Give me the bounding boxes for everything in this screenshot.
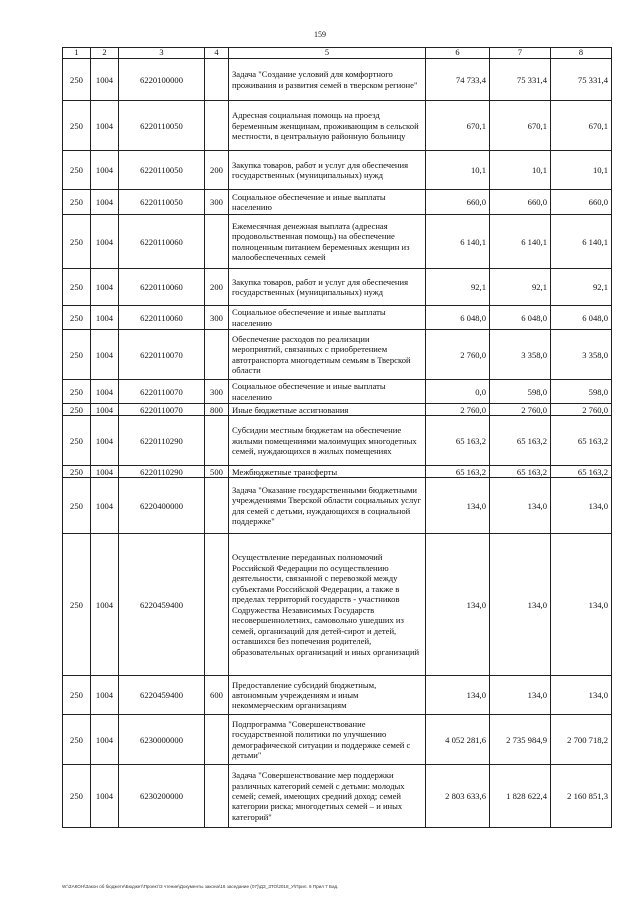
expense-type-cell: [205, 534, 229, 676]
admin-code-cell: 250: [63, 269, 91, 306]
target-article-cell: 6220110050: [119, 190, 205, 215]
admin-code-cell: 250: [63, 306, 91, 330]
expense-type-cell: [205, 59, 229, 101]
amount-col6-cell: 10,1: [426, 151, 490, 190]
amount-col8-cell: 660,0: [551, 190, 612, 215]
description-cell: Иные бюджетные ассигнования: [229, 404, 426, 416]
amount-col8-cell: 6 048,0: [551, 306, 612, 330]
description-cell: Предоставление субсидий бюджетным, автономным учреждениям и иным некоммерческим организациям: [229, 676, 426, 715]
column-header: 5: [229, 48, 426, 59]
admin-code-cell: 250: [63, 330, 91, 380]
column-header: 6: [426, 48, 490, 59]
section-code-cell: 1004: [91, 101, 119, 151]
table-row: [63, 534, 612, 676]
table-row: [63, 101, 612, 151]
amount-col7-cell: 3 358,0: [490, 330, 551, 380]
table-row: [63, 466, 612, 478]
expense-type-cell: 500: [205, 466, 229, 478]
amount-col6-cell: 4 052 281,6: [426, 715, 490, 765]
column-header: 4: [205, 48, 229, 59]
description-cell: Задача "Создание условий для комфортного проживания и развития семей в тверском регионе": [229, 59, 426, 101]
amount-col8-cell: 75 331,4: [551, 59, 612, 101]
description-cell: Социальное обеспечение и иные выплаты населению: [229, 190, 426, 215]
table-row: [63, 306, 612, 330]
amount-col8-cell: 670,1: [551, 101, 612, 151]
amount-col7-cell: 75 331,4: [490, 59, 551, 101]
amount-col6-cell: 6 048,0: [426, 306, 490, 330]
description-cell: Закупка товаров, работ и услуг для обеспечения государственных (муниципальных) нужд: [229, 269, 426, 306]
description-cell: Ежемесячная денежная выплата (адресная продовольственная помощь) на обеспечение полноценным питанием беременных женщин из малообеспеченных семей: [229, 215, 426, 269]
description-cell: Задача "Оказание государственными бюджетными учреждениями Тверской области социальных услуг для семей с детьми, нуждающихся в социальной поддержке": [229, 478, 426, 534]
table-row: [63, 215, 612, 269]
amount-col7-cell: 134,0: [490, 534, 551, 676]
table-row: [63, 151, 612, 190]
expense-type-cell: 200: [205, 269, 229, 306]
target-article-cell: 6220110050: [119, 151, 205, 190]
target-article-cell: 6220110290: [119, 416, 205, 466]
description-cell: Осуществление переданных полномочий Российской Федерации по осуществлению деятельности, связанной с перевозкой между субъектами Российской Федерации, а также в пределах территорий государств - участников Содружества Независимых Государств несовершеннолетних, самовольно ушедших из семей, организаций для детей-сирот и детей, оставшихся без попечения родителей, образовательных организаций и иных организаций: [229, 534, 426, 676]
target-article-cell: 6230200000: [119, 765, 205, 828]
section-code-cell: 1004: [91, 269, 119, 306]
amount-col7-cell: 10,1: [490, 151, 551, 190]
section-code-cell: 1004: [91, 765, 119, 828]
column-header: 8: [551, 48, 612, 59]
amount-col7-cell: 134,0: [490, 676, 551, 715]
amount-col8-cell: 65 163,2: [551, 416, 612, 466]
amount-col6-cell: 2 760,0: [426, 330, 490, 380]
expense-type-cell: [205, 478, 229, 534]
admin-code-cell: 250: [63, 416, 91, 466]
expense-type-cell: [205, 215, 229, 269]
target-article-cell: 6220110060: [119, 215, 205, 269]
amount-col8-cell: 3 358,0: [551, 330, 612, 380]
section-code-cell: 1004: [91, 151, 119, 190]
table-row: [63, 330, 612, 380]
amount-col6-cell: 6 140,1: [426, 215, 490, 269]
description-cell: Социальное обеспечение и иные выплаты населению: [229, 306, 426, 330]
admin-code-cell: 250: [63, 404, 91, 416]
target-article-cell: 6220110070: [119, 380, 205, 404]
amount-col6-cell: 65 163,2: [426, 416, 490, 466]
expense-type-cell: [205, 330, 229, 380]
target-article-cell: 6220400000: [119, 478, 205, 534]
section-code-cell: 1004: [91, 190, 119, 215]
amount-col7-cell: 598,0: [490, 380, 551, 404]
section-code-cell: 1004: [91, 676, 119, 715]
description-cell: Задача "Совершенствование мер поддержки различных категорий семей с детьми: молодых семей; семей, имеющих средний доход; семей категории риска; многодетных семей – и иных категорий": [229, 765, 426, 828]
expense-type-cell: 300: [205, 190, 229, 215]
footer-file-path: W:\ЗАКОН\Закон об бюджете\Бюджет\Проект\3 чтение\Документы закона\16 заседание (07)\ДЗ_ЗТО\2018_У\Прил. 6 Прил 7 Бад.: [62, 884, 339, 889]
target-article-cell: 6220459400: [119, 676, 205, 715]
section-code-cell: 1004: [91, 466, 119, 478]
amount-col7-cell: 6 048,0: [490, 306, 551, 330]
column-header: 3: [119, 48, 205, 59]
description-cell: Закупка товаров, работ и услуг для обеспечения государственных (муниципальных) нужд: [229, 151, 426, 190]
description-cell: Подпрограмма "Совершенствование государственной политики по улучшению демографической ситуации и поддержке семей с детьми": [229, 715, 426, 765]
expense-type-cell: 300: [205, 306, 229, 330]
admin-code-cell: 250: [63, 715, 91, 765]
amount-col8-cell: 6 140,1: [551, 215, 612, 269]
admin-code-cell: 250: [63, 215, 91, 269]
table-row: [63, 190, 612, 215]
admin-code-cell: 250: [63, 190, 91, 215]
amount-col8-cell: 2 700 718,2: [551, 715, 612, 765]
amount-col6-cell: 0,0: [426, 380, 490, 404]
amount-col6-cell: 134,0: [426, 676, 490, 715]
expense-type-cell: [205, 765, 229, 828]
admin-code-cell: 250: [63, 466, 91, 478]
budget-table: [62, 47, 612, 828]
expense-type-cell: [205, 101, 229, 151]
column-header: 7: [490, 48, 551, 59]
section-code-cell: 1004: [91, 306, 119, 330]
amount-col7-cell: 134,0: [490, 478, 551, 534]
table-row: [63, 416, 612, 466]
description-cell: Адресная социальная помощь на проезд беременным женщинам, проживающим в сельской местности, в центральную районную больницу: [229, 101, 426, 151]
amount-col8-cell: 134,0: [551, 478, 612, 534]
amount-col6-cell: 65 163,2: [426, 466, 490, 478]
amount-col7-cell: 65 163,2: [490, 416, 551, 466]
amount-col8-cell: 10,1: [551, 151, 612, 190]
amount-col7-cell: 670,1: [490, 101, 551, 151]
section-code-cell: 1004: [91, 380, 119, 404]
section-code-cell: 1004: [91, 330, 119, 380]
table-row: [63, 676, 612, 715]
amount-col8-cell: 2 760,0: [551, 404, 612, 416]
section-code-cell: 1004: [91, 416, 119, 466]
column-header-row: [63, 48, 612, 59]
admin-code-cell: 250: [63, 765, 91, 828]
amount-col6-cell: 2 760,0: [426, 404, 490, 416]
expense-type-cell: 800: [205, 404, 229, 416]
section-code-cell: 1004: [91, 404, 119, 416]
target-article-cell: 6230000000: [119, 715, 205, 765]
amount-col8-cell: 134,0: [551, 676, 612, 715]
description-cell: Межбюджетные трансферты: [229, 466, 426, 478]
target-article-cell: 6220110070: [119, 330, 205, 380]
admin-code-cell: 250: [63, 151, 91, 190]
amount-col6-cell: 660,0: [426, 190, 490, 215]
target-article-cell: 6220110290: [119, 466, 205, 478]
section-code-cell: 1004: [91, 715, 119, 765]
amount-col6-cell: 134,0: [426, 534, 490, 676]
admin-code-cell: 250: [63, 101, 91, 151]
page-number: 159: [314, 30, 326, 39]
amount-col6-cell: 92,1: [426, 269, 490, 306]
admin-code-cell: 250: [63, 534, 91, 676]
admin-code-cell: 250: [63, 380, 91, 404]
admin-code-cell: 250: [63, 59, 91, 101]
expense-type-cell: [205, 416, 229, 466]
amount-col7-cell: 65 163,2: [490, 466, 551, 478]
expense-type-cell: 600: [205, 676, 229, 715]
section-code-cell: 1004: [91, 534, 119, 676]
table-row: [63, 404, 612, 416]
table-row: [63, 59, 612, 101]
expense-type-cell: 300: [205, 380, 229, 404]
target-article-cell: 6220100000: [119, 59, 205, 101]
amount-col7-cell: 92,1: [490, 269, 551, 306]
expense-type-cell: [205, 715, 229, 765]
table-row: [63, 715, 612, 765]
amount-col8-cell: 65 163,2: [551, 466, 612, 478]
column-header: 1: [63, 48, 91, 59]
amount-col6-cell: 2 803 633,6: [426, 765, 490, 828]
amount-col6-cell: 74 733,4: [426, 59, 490, 101]
amount-col7-cell: 2 735 984,9: [490, 715, 551, 765]
target-article-cell: 6220110050: [119, 101, 205, 151]
amount-col7-cell: 6 140,1: [490, 215, 551, 269]
table-row: [63, 478, 612, 534]
admin-code-cell: 250: [63, 478, 91, 534]
target-article-cell: 6220110060: [119, 306, 205, 330]
amount-col7-cell: 1 828 622,4: [490, 765, 551, 828]
description-cell: Обеспечение расходов по реализации мероприятий, связанных с приобретением автотранспорта многодетным семьям в Тверской области: [229, 330, 426, 380]
amount-col8-cell: 134,0: [551, 534, 612, 676]
amount-col8-cell: 2 160 851,3: [551, 765, 612, 828]
amount-col7-cell: 660,0: [490, 190, 551, 215]
expense-type-cell: 200: [205, 151, 229, 190]
table-row: [63, 380, 612, 404]
table-row: [63, 765, 612, 828]
description-cell: Социальное обеспечение и иные выплаты населению: [229, 380, 426, 404]
amount-col8-cell: 92,1: [551, 269, 612, 306]
description-cell: Субсидии местным бюджетам на обеспечение жилыми помещениями малоимущих многодетных семей, нуждающихся в жилых помещениях: [229, 416, 426, 466]
amount-col6-cell: 670,1: [426, 101, 490, 151]
section-code-cell: 1004: [91, 478, 119, 534]
table-row: [63, 269, 612, 306]
target-article-cell: 6220110070: [119, 404, 205, 416]
column-header: 2: [91, 48, 119, 59]
target-article-cell: 6220459400: [119, 534, 205, 676]
target-article-cell: 6220110060: [119, 269, 205, 306]
admin-code-cell: 250: [63, 676, 91, 715]
amount-col8-cell: 598,0: [551, 380, 612, 404]
section-code-cell: 1004: [91, 59, 119, 101]
amount-col7-cell: 2 760,0: [490, 404, 551, 416]
section-code-cell: 1004: [91, 215, 119, 269]
amount-col6-cell: 134,0: [426, 478, 490, 534]
